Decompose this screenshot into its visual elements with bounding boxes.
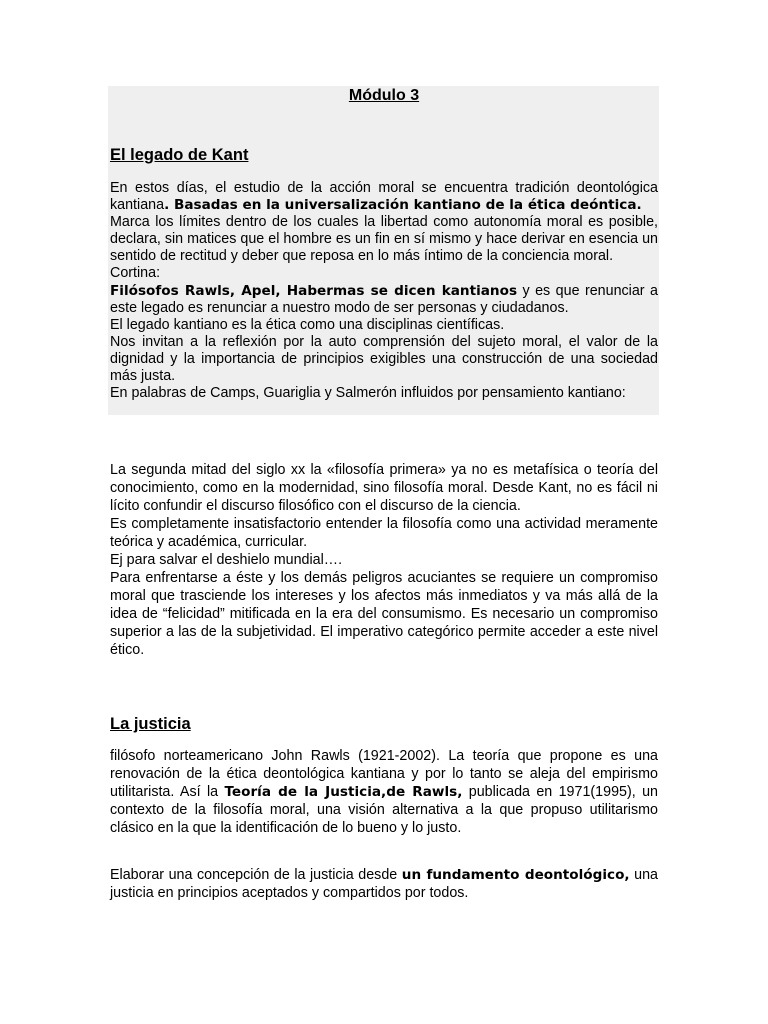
rawls-theory-rest: publicada en 1971(1995), un contexto de la filosofía moral, una visión alternativa a la que propuso utilitarismo clásico en la que la identificación de lo bueno y lo justo. <box>110 784 658 836</box>
philosophers-bold-text: Filósofos Rawls, Apel, Habermas se dicen kantianos <box>110 282 518 299</box>
rawls-theory-text: filósofo norteamericano John Rawls (1921-2002). La teoría que propone es una renovación de la ética deontológica kantiana y por lo tanto se aleja del empirismo utilitarista. Así la <box>110 748 658 800</box>
module-title: Módulo 3 <box>348 87 420 104</box>
justicia-section-body <box>110 747 658 837</box>
intro-bold-text: . Basadas en la universalización kantiano de la ética deóntica. <box>164 197 642 214</box>
section-heading-kant: El legado de Kant <box>110 146 249 164</box>
rawls-paragraph <box>110 283 658 317</box>
camps-paragraph: En palabras de Camps, Guariglia y Salmerón influidos por pensamiento kantiano: <box>110 385 626 402</box>
insatisfactorio-paragraph: Es completamente insatisfactorio entender la filosofía como una actividad meramente teórica y académica, curricular. <box>110 516 658 550</box>
kant-section-body <box>110 180 658 402</box>
invitan-paragraph: Nos invitan a la reflexión por la auto comprensión del sujeto moral, el valor de la dignidad y la importancia de principios exigibles una construcción de una sociedad más justa. <box>110 333 658 385</box>
conception-rest: una justicia en principios aceptados y compartidos por todos. <box>110 867 658 901</box>
deontological-bold: un fundamento deontológico, <box>401 867 630 883</box>
section-heading-justicia: La justicia <box>110 715 191 733</box>
kant-section-continued <box>110 461 658 659</box>
rawls-theory-paragraph <box>110 747 658 837</box>
segunda-paragraph: La segunda mitad del siglo xx la «filosofía primera» ya no es metafísica o teoría del conocimiento, como en la modernidad, sino filosofía moral. Desde Kant, no es fácil ni lícito confundir el discurso filosófico con el discurso de la ciencia. <box>110 462 658 514</box>
conception-paragraph <box>110 866 658 902</box>
cortina-label: Cortina: <box>110 265 161 282</box>
peligros-paragraph: Para enfrentarse a éste y los demás peligros acuciantes se requiere un compromiso moral que trasciende los intereses y los afectos más inmediatos y va más allá de la idea de “felicidad” mitificada en la era del consumismo. Es necesario un compromiso superior a las de la subjetividad. El imperativo categórico permite acceder a este nivel ético. <box>110 570 658 658</box>
limits-paragraph: Marca los límites dentro de los cuales la libertad como autonomía moral es posible, declara, sin matices que el hombre es un fin en sí mismo y hace derivar en esencia un sentido de rectitud y deber que reposa en lo más íntimo de la conciencia moral. <box>110 214 658 265</box>
example-paragraph: Ej para salvar el deshielo mundial…. <box>110 552 343 568</box>
justicia-conclusion <box>110 866 658 902</box>
intro-text: En estos días, el estudio de la acción moral se encuentra tradición deontológica kantiana <box>110 180 658 214</box>
intro-paragraph <box>110 180 658 214</box>
theory-title-bold: Teoría de la Justicia,de Rawls, <box>224 784 463 800</box>
conception-text: Elaborar una concepción de la justicia desde <box>110 867 402 883</box>
legado-paragraph: El legado kantiano es la ética como una disciplinas científicas. <box>110 316 505 333</box>
rawls-text: y es que renunciar a este legado es renunciar a nuestro modo de ser personas y ciudadanos. <box>110 282 658 316</box>
